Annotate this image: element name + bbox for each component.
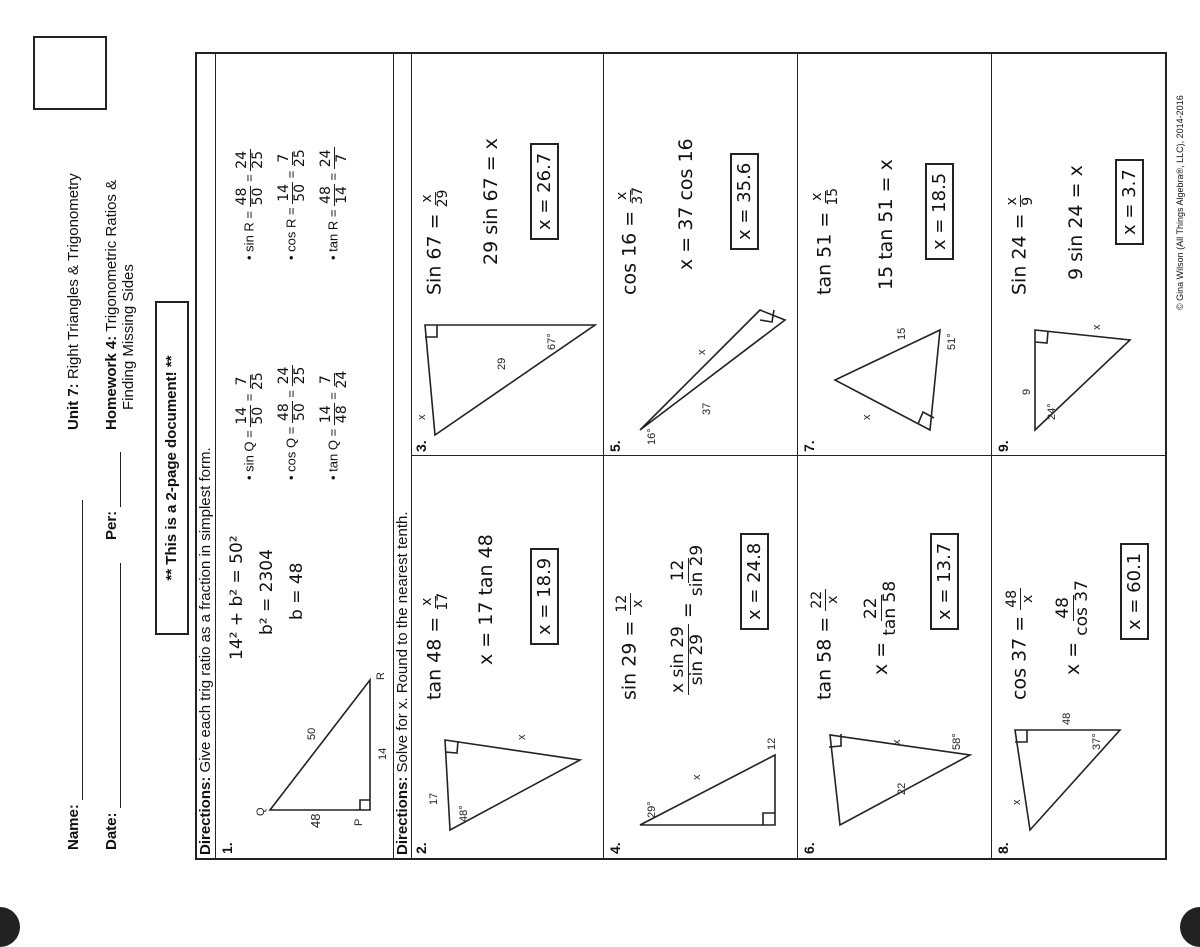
q1-label-P: P: [353, 818, 365, 826]
homework-name-2: Finding Missing Sides: [120, 264, 137, 410]
p9-answer: x = 3.7: [1115, 159, 1144, 245]
p8-frac2-d: cos 37: [1071, 580, 1092, 636]
p8-side2: x: [1011, 799, 1023, 805]
p8-frac-d: x: [1019, 594, 1036, 604]
directions1-divider: [215, 52, 216, 860]
directions-trig-ratios: [197, 447, 214, 855]
ratio-cosR: • cos R = 14 50 = 7 25: [276, 149, 308, 260]
p8-number: 8.: [995, 842, 1011, 854]
directions1-text: Give each trig ratio as a fraction in simplest form.: [197, 447, 214, 773]
p9-frac-d: 9: [1019, 196, 1036, 206]
row-divider-2: [797, 52, 798, 860]
per-label: Per:: [103, 510, 120, 540]
sinQ-d1: 50: [249, 406, 266, 425]
p2-line2: x = 17 tan 48: [475, 534, 497, 665]
p6-side2: x: [891, 739, 903, 745]
scan-corner-right: [1180, 907, 1200, 947]
p8-line2-text: x =: [1061, 641, 1084, 675]
p5-answer: x = 35.6: [730, 153, 759, 250]
p4-line1-text: sin 29 =: [618, 620, 641, 700]
q1-side-pq: 48: [308, 813, 323, 828]
p6-angle: 58°: [951, 733, 963, 750]
sinR-n1: 48: [234, 187, 250, 206]
q1-work-line1: 14² + b² = 50²: [227, 535, 247, 660]
per-line: [103, 452, 121, 507]
p6-frac2-n: 22: [861, 597, 881, 620]
tanR-d1: 14: [333, 186, 350, 204]
p6-side1: 22: [896, 782, 908, 795]
p7-answer: x = 18.5: [925, 163, 954, 260]
p5-number: 5.: [607, 440, 623, 452]
p6-line2-text: x =: [869, 641, 892, 675]
p4-line2b-n: 12: [668, 559, 688, 582]
p8-answer: x = 60.1: [1120, 543, 1149, 640]
p3-frac-d: 29: [434, 189, 451, 208]
p9-number: 9.: [995, 440, 1011, 452]
p4-frac-d: x: [629, 599, 646, 608]
homework-title: [103, 180, 137, 430]
p2-side2: x: [516, 734, 528, 740]
p9-angle: 24°: [1046, 403, 1058, 420]
p4-line2: x sin 29 sin 29 = 12 sin 29: [668, 544, 707, 693]
p7-triangle: [805, 300, 990, 450]
p4-line2b-d: sin 29: [686, 544, 707, 597]
q1-number: 1.: [219, 842, 235, 854]
p6-frac-n: 22: [809, 590, 825, 609]
q1-work-line3: b = 48: [287, 562, 307, 620]
p4-line2a-d: sin 29: [686, 633, 707, 686]
p9-side2: x: [1091, 324, 1103, 330]
row-divider-3: [991, 52, 992, 860]
p3-line2: 29 sin 67 = x: [480, 138, 502, 265]
p3-answer: x = 26.7: [530, 143, 559, 240]
p7-line1: [810, 188, 840, 295]
p9-triangle: [1000, 300, 1160, 450]
p6-answer: x = 13.7: [930, 533, 959, 630]
p3-angle: 67°: [546, 333, 558, 350]
column-divider: [411, 455, 1167, 456]
tanQ-d1: 48: [333, 405, 350, 424]
directions2-text: Solve for x. Round to the nearest tenth.: [394, 511, 411, 773]
p4-line2a-n: x sin 29: [668, 626, 688, 693]
p3-side1: 29: [496, 357, 508, 370]
sinQ-label: sin Q =: [241, 430, 257, 472]
bullet: •: [241, 255, 257, 260]
tanR-d2: 7: [333, 153, 350, 163]
p8-triangle: [1000, 700, 1160, 850]
ratio-tanQ: • tan Q = 14 48 = 7 24: [318, 370, 350, 480]
date-line: [103, 563, 121, 808]
p2-triangle: [415, 710, 600, 850]
tanQ-d2: 24: [333, 370, 350, 389]
p9-side1: 9: [1021, 388, 1033, 395]
p2-frac-n: x: [419, 597, 435, 606]
scan-corner-left: [0, 907, 20, 947]
q1-work-line2: b² = 2304: [257, 549, 277, 635]
tanQ-label: tan Q =: [325, 428, 341, 472]
tanR-n1: 48: [318, 186, 334, 204]
p6-frac-d: x: [824, 595, 841, 604]
sinQ-d2: 25: [249, 372, 266, 390]
p5-line1: [615, 187, 645, 295]
bullet: •: [325, 475, 341, 480]
p6-line1: [810, 589, 840, 700]
cosR-label: cos R =: [283, 207, 299, 252]
cosQ-n1: 48: [276, 403, 292, 422]
p5-side1: 37: [701, 402, 713, 415]
p2-side1: 17: [428, 792, 440, 805]
bullet: •: [283, 475, 299, 480]
date-label: Date:: [103, 812, 120, 850]
p8-line1-text: cos 37 =: [1008, 615, 1031, 700]
q1-label-Q: Q: [255, 807, 267, 816]
name-line: [65, 500, 83, 800]
p7-angle: 51°: [946, 333, 958, 350]
bullet: •: [325, 255, 341, 260]
p5-line1-text: cos 16 =: [618, 210, 641, 295]
q1-label-R: R: [375, 672, 387, 680]
directions-solve: [394, 511, 411, 855]
bullet: •: [283, 255, 299, 260]
p4-number: 4.: [607, 842, 623, 854]
p2-line1: [420, 593, 450, 700]
p4-frac-n: 12: [614, 594, 630, 613]
date-field[interactable]: [103, 563, 121, 850]
ratio-cosQ: • cos Q = 48 50 = 24 25: [276, 366, 308, 480]
cosQ-label: cos Q =: [283, 426, 299, 472]
homework-name-1: Trigonometric Ratios &: [103, 179, 120, 332]
cosQ-d1: 50: [291, 403, 308, 422]
p7-side2: x: [861, 414, 873, 420]
p4-angle: 29°: [646, 801, 658, 818]
p7-number: 7.: [801, 440, 817, 452]
unit-name: Right Triangles & Trigonometry: [65, 173, 82, 380]
tanQ-n2: 7: [318, 375, 334, 385]
p4-answer: x = 24.8: [740, 533, 769, 630]
homework-number: Homework 4:: [103, 335, 120, 430]
cosR-n1: 14: [276, 183, 292, 202]
directions2-label: Directions:: [394, 776, 411, 855]
sinQ-n1: 14: [234, 406, 250, 425]
cosR-d2: 25: [291, 149, 308, 168]
p5-line2: x = 37 cos 16: [675, 138, 697, 270]
copyright-footer: © Gina Wilson (All Things Algebra®, LLC), 2014-2016: [1175, 95, 1185, 310]
sinR-n2: 24: [234, 150, 250, 169]
q1-side-qr: 50: [306, 727, 318, 740]
cosR-d1: 50: [291, 183, 308, 202]
q1-side-pr: 14: [377, 747, 389, 760]
p8-line1: [1005, 588, 1035, 700]
directions1-label: Directions:: [197, 776, 214, 855]
p3-line1-text: Sin 67 =: [423, 213, 446, 295]
score-box: [33, 36, 107, 110]
p7-frac-n: x: [809, 192, 825, 201]
p2-frac-d: 17: [434, 592, 451, 611]
p8-frac2-n: 48: [1053, 597, 1073, 619]
row-divider-1: [603, 52, 604, 860]
p3-side2: x: [416, 414, 428, 420]
sinQ-n2: 7: [234, 376, 250, 386]
p2-line1-text: tan 48 =: [423, 616, 446, 700]
p6-line1-text: tan 58 =: [813, 616, 836, 700]
p3-triangle: [415, 310, 600, 450]
p3-line1: [420, 190, 450, 295]
p8-angle: 37°: [1091, 733, 1103, 750]
p3-number: 3.: [413, 440, 429, 452]
tanR-n2: 24: [318, 149, 334, 168]
p7-line1-text: tan 51 =: [813, 211, 836, 295]
unit-title: [65, 173, 82, 430]
p2-answer: x = 18.9: [530, 548, 559, 645]
p5-frac-n: x: [614, 191, 630, 201]
name-field[interactable]: [65, 500, 83, 850]
p5-side2: x: [696, 349, 708, 355]
directions2-divider: [411, 52, 412, 860]
p9-line2: 9 sin 24 = x: [1065, 165, 1087, 280]
sinR-d2: 25: [249, 150, 266, 169]
p7-frac-d: 15: [824, 187, 841, 206]
cosQ-d2: 25: [291, 366, 308, 385]
ratio-sinR: • sin R = 48 50 = 24 25: [234, 150, 266, 260]
p9-frac-n: x: [1004, 197, 1020, 206]
worksheet-page: [15, 40, 1185, 900]
p4-side1: 12: [766, 737, 778, 750]
p7-line2: 15 tan 51 = x: [875, 159, 897, 290]
p6-frac2-d: tan 58: [879, 580, 900, 636]
p5-angle: 16°: [646, 428, 658, 445]
cosQ-n2: 24: [276, 366, 292, 385]
ratio-sinQ: • sin Q = 14 50 = 7 25: [234, 372, 266, 480]
p5-frac-d: 37: [629, 186, 646, 205]
sinR-label: sin R =: [241, 210, 257, 252]
cosR-n2: 7: [276, 153, 292, 163]
name-label: Name:: [65, 804, 82, 850]
two-page-notice: ** This is a 2-page document! **: [155, 301, 189, 635]
p4-side2: x: [691, 774, 703, 780]
p8-frac-n: 48: [1004, 589, 1020, 608]
p8-line2: [1055, 580, 1092, 675]
tanR-label: tan R =: [325, 209, 341, 252]
p8-side1: 48: [1061, 712, 1073, 725]
p2-angle: 48°: [458, 805, 470, 822]
p9-line1: [1005, 195, 1035, 295]
unit-number: Unit 7:: [65, 383, 82, 430]
p6-number: 6.: [801, 842, 817, 854]
ratio-tanR: • tan R = 48 14 = 24 7: [318, 149, 350, 260]
p3-frac-n: x: [419, 194, 435, 203]
p9-line1-text: Sin 24 =: [1008, 213, 1031, 295]
p6-triangle: [805, 710, 990, 850]
p2-number: 2.: [413, 842, 429, 854]
p6-line2: [863, 581, 900, 675]
p5-triangle: [610, 300, 795, 450]
p7-side1: 15: [896, 327, 908, 340]
p4-line1: [615, 593, 645, 700]
per-field[interactable]: [103, 452, 121, 540]
bullet: •: [241, 475, 257, 480]
tanQ-n1: 14: [318, 405, 334, 424]
p4-triangle: [610, 710, 795, 850]
sinR-d1: 50: [249, 187, 266, 206]
